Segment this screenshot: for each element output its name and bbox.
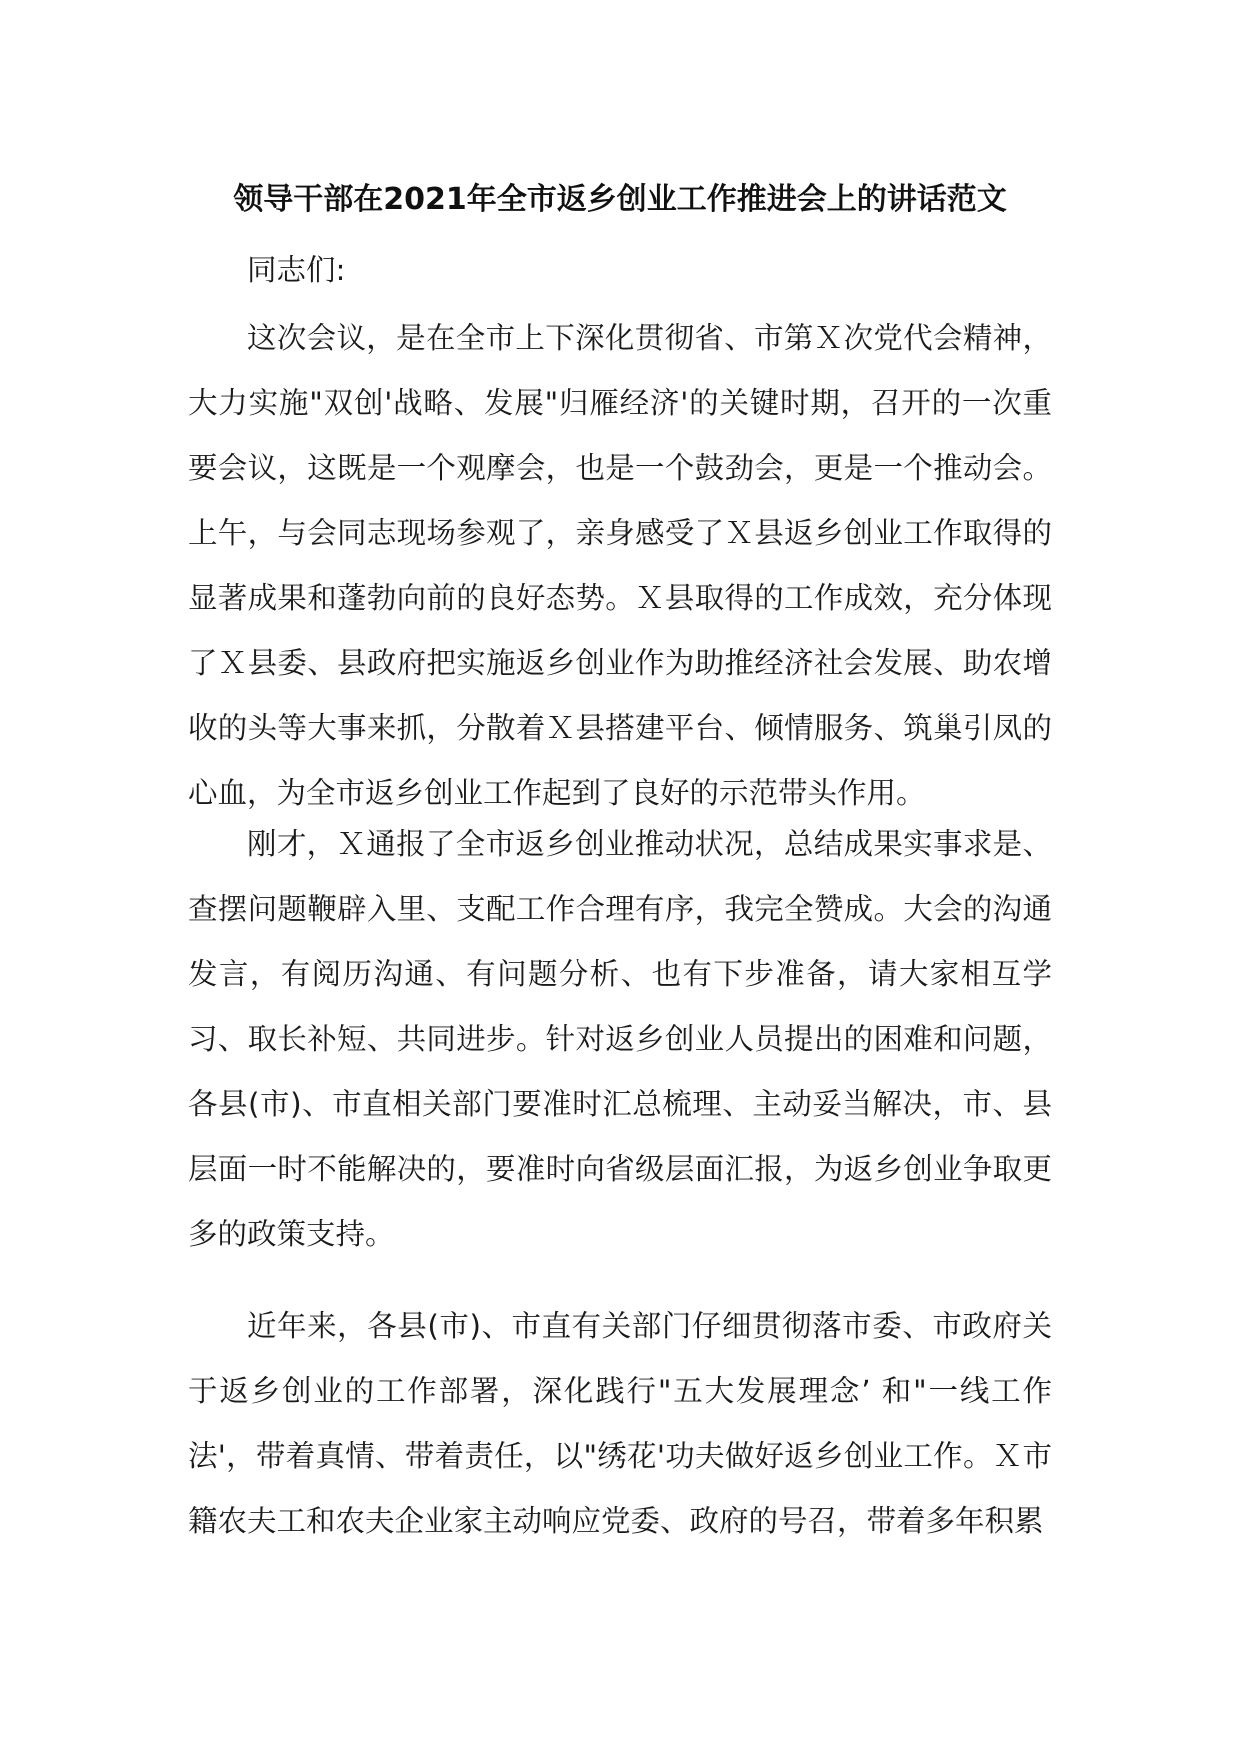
document-title: 领导干部在2021年全市返乡创业工作推进会上的讲话范文	[233, 182, 1007, 217]
paragraph-1: 这次会议，是在全市上下深化贯彻省、市第Ｘ次党代会精神，大力实施"双创'战略、发展"归雁经济'的关键时期，召开的一次重要会议，这既是一个观摩会，也是一个鼓劲会，更是一个推动会。上午，与会同志现场参观了，亲身感受了Ｘ县返乡创业工作取得的显著成果和蓬勃向前的良好态势。Ｘ县取得的工作成效，充分体现了Ｘ县委、县政府把实施返乡创业作为助推经济社会发展、助农增收的头等大事来抓，分散着Ｘ县搭建平台、倾情服务、筑巢引凤的心血，为全市返乡创业工作起到了良好的示范带头作用。	[188, 321, 1052, 810]
paragraph-3: 近年来，各县(市)、市直有关部门仔细贯彻落市委、市政府关于返乡创业的工作部署，深化践行"五大发展理念’ 和"一线工作法'，带着真情、带着责任，以"绣花'功夫做好返乡创业工作。Ｘ市籍农夫工和农夫企业家主动响应党委、政府的号召，带着多年积累	[188, 1309, 1052, 1538]
paragraph-2: 刚才，Ｘ通报了全市返乡创业推动状况，总结成果实事求是、查摆问题鞭辟入里、支配工作合理有序，我完全赞成。大会的沟通发言，有阅历沟通、有问题分析、也有下步准备，请大家相互学习、取长补短、共同进步。针对返乡创业人员提出的困难和问题，各县(市)、市直相关部门要准时汇总梳理、主动妥当解决，市、县层面一时不能解决的，要准时向省级层面汇报，为返乡创业争取更多的政策支持。	[188, 827, 1052, 1251]
salutation: 同志们:	[247, 253, 346, 287]
